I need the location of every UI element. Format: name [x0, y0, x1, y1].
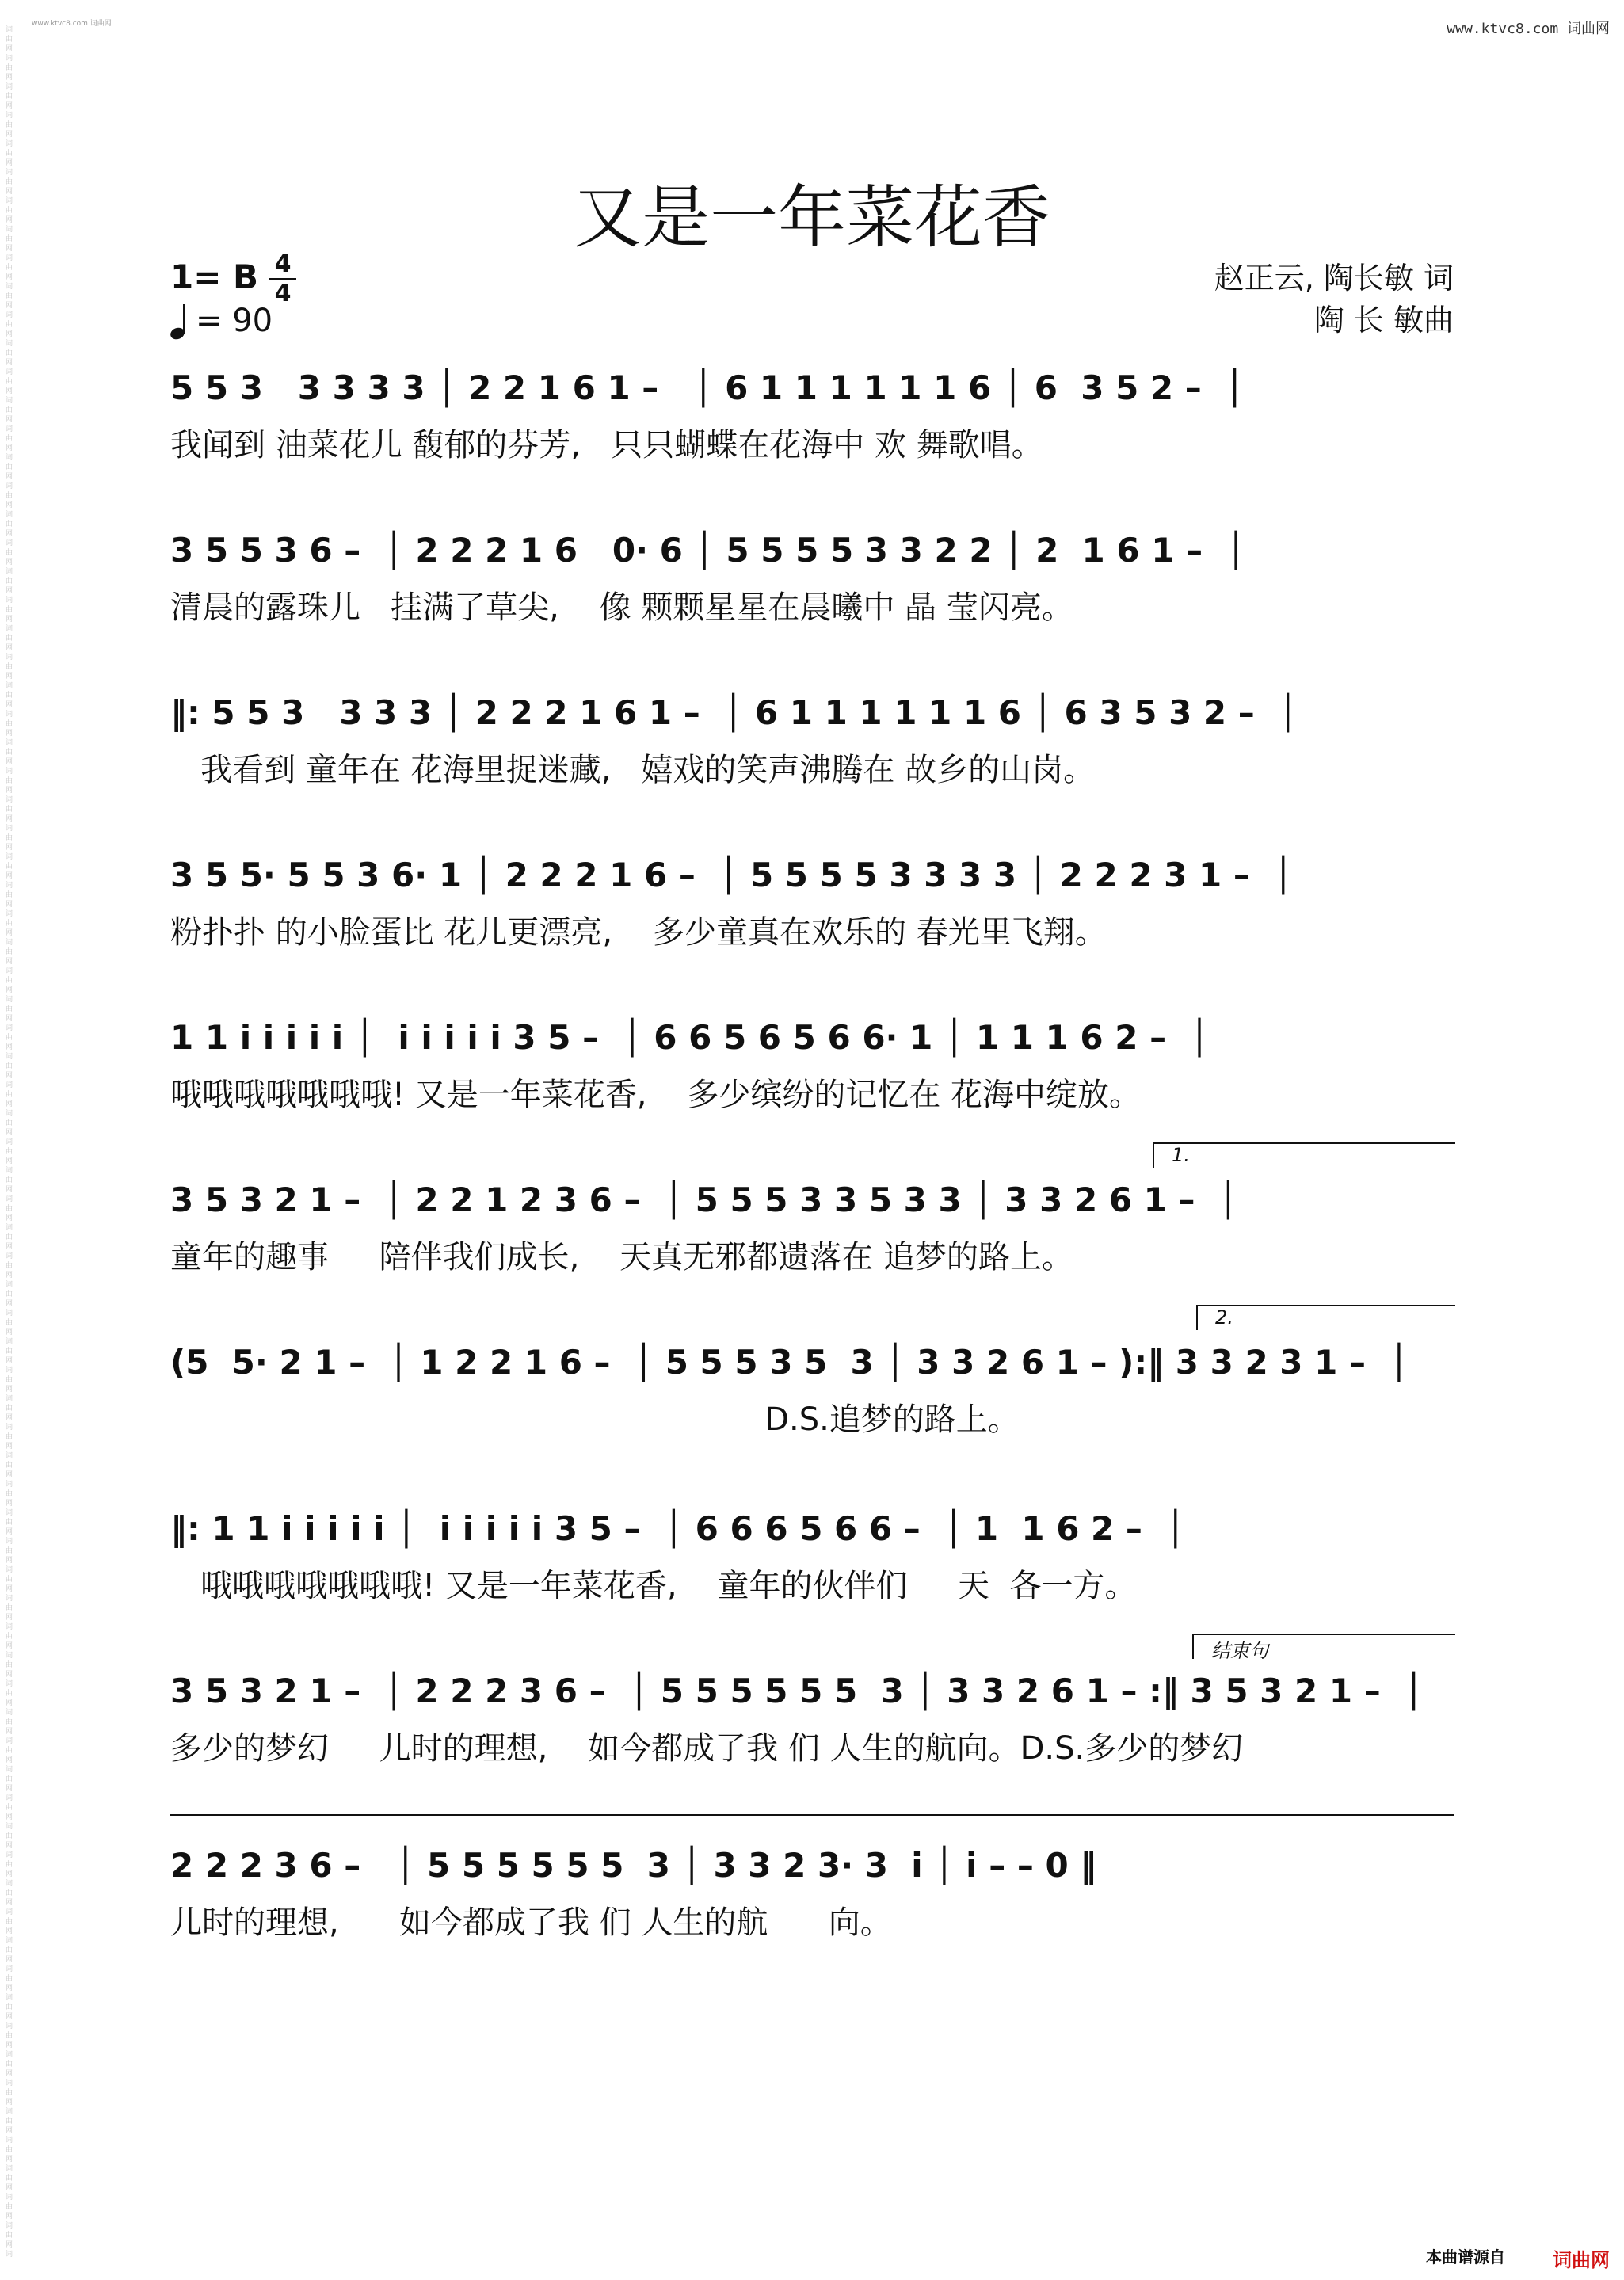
watermark-glyph: 网 — [6, 986, 13, 994]
watermark-glyph: 词 — [6, 169, 13, 177]
watermark-glyph: 网 — [6, 616, 13, 623]
watermark-glyph: 曲 — [6, 891, 13, 899]
watermark-glyph: 曲 — [6, 1861, 13, 1869]
watermark-glyph: 曲 — [6, 93, 13, 101]
watermark-glyph: 网 — [6, 2099, 13, 2107]
watermark-glyph: 网 — [6, 787, 13, 795]
watermark-glyph: 网 — [6, 1899, 13, 1907]
tempo-marking: = 90 — [196, 303, 273, 339]
watermark-glyph: 曲 — [6, 2203, 13, 2211]
watermark-glyph: 网 — [6, 758, 13, 766]
watermark-glyph: 词 — [6, 1880, 13, 1888]
lyrics-line: 我闻到 油菜花儿 馥郁的芬芳, 只只蝴蝶在花海中 欢 舞歌唱。 — [170, 427, 1043, 463]
watermark-glyph: 词 — [6, 1965, 13, 1973]
watermark-glyph: 曲 — [6, 1804, 13, 1812]
watermark-glyph: 词 — [6, 939, 13, 947]
watermark-glyph: 词 — [6, 1081, 13, 1089]
watermark-glyph: 网 — [6, 1443, 13, 1451]
watermark-glyph: 曲 — [6, 806, 13, 814]
footer-logo[interactable]: 词曲网 — [1553, 2249, 1610, 2271]
watermark-glyph: 词 — [6, 2251, 13, 2259]
watermark-glyph: 网 — [6, 188, 13, 196]
watermark-glyph: 网 — [6, 1756, 13, 1764]
watermark-glyph: 曲 — [6, 36, 13, 44]
watermark-glyph: 曲 — [6, 2061, 13, 2068]
watermark-glyph: 词 — [6, 1595, 13, 1603]
watermark-glyph: 曲 — [6, 1405, 13, 1413]
volta-bracket — [1153, 1142, 1455, 1168]
watermark-glyph: 词 — [6, 1566, 13, 1574]
watermark-glyph: 网 — [6, 1243, 13, 1251]
notation-line: 3 5 5 3 6 – │ 2 2 2 1 6 0· 6 │ 5 5 5 5 3 3 2 2 │ 2 1 6 1 – │ — [170, 531, 1246, 570]
watermark-glyph: 曲 — [6, 2175, 13, 2183]
watermark-glyph: 网 — [6, 1927, 13, 1935]
watermark-glyph: 词 — [6, 1252, 13, 1260]
watermark-glyph: 网 — [6, 2070, 13, 2078]
watermark-glyph: 网 — [6, 1329, 13, 1336]
watermark-glyph: 网 — [6, 302, 13, 310]
watermark-glyph: 网 — [6, 387, 13, 395]
watermark-glyph: 网 — [6, 815, 13, 823]
watermark-glyph: 曲 — [6, 1490, 13, 1498]
watermark-glyph: 曲 — [6, 1005, 13, 1013]
notation-line: 1 1 i i i i i │ i i i i i 3 5 – │ 6 6 5 6 5 6 6· 1 │ 1 1 1 6 2 – │ — [170, 1018, 1210, 1057]
watermark-glyph: 曲 — [6, 463, 13, 471]
watermark-glyph: 网 — [6, 501, 13, 509]
watermark-glyph: 曲 — [6, 720, 13, 728]
watermark-glyph: 词 — [6, 1623, 13, 1631]
watermark-glyph: 词 — [6, 1452, 13, 1460]
watermark-glyph: 网 — [6, 216, 13, 224]
watermark-glyph: 网 — [6, 1614, 13, 1622]
watermark-glyph: 曲 — [6, 207, 13, 215]
watermark-glyph: 网 — [6, 1129, 13, 1137]
watermark-glyph: 曲 — [6, 1576, 13, 1584]
watermark-glyph: 网 — [6, 1728, 13, 1736]
watermark-glyph: 网 — [6, 958, 13, 966]
watermark-glyph: 曲 — [6, 1291, 13, 1298]
watermark-glyph: 词 — [6, 711, 13, 719]
watermark-glyph: 网 — [6, 1471, 13, 1479]
watermark-glyph: 词 — [6, 1138, 13, 1146]
watermark-glyph: 词 — [6, 882, 13, 890]
header-tiny-text: www.ktvc8.com 词曲网 — [32, 20, 112, 28]
watermark-glyph: 网 — [6, 1386, 13, 1394]
time-signature — [269, 252, 296, 307]
watermark-glyph: 网 — [6, 844, 13, 852]
watermark-glyph: 词 — [6, 454, 13, 462]
watermark-glyph: 网 — [6, 1985, 13, 1992]
watermark-glyph: 词 — [6, 597, 13, 604]
watermark-glyph: 词 — [6, 112, 13, 120]
watermark-glyph: 网 — [6, 1272, 13, 1279]
lyricist-credit: 赵正云, 陶长敏 词 — [1214, 261, 1454, 295]
watermark-glyph: 曲 — [6, 1091, 13, 1099]
watermark-glyph: 曲 — [6, 1975, 13, 1983]
composer-credit: 陶 长 敏曲 — [1313, 303, 1454, 337]
watermark-glyph: 词 — [6, 1851, 13, 1859]
lyrics-line: 粉扑扑 的小脸蛋比 花儿更漂亮, 多少童真在欢乐的 春光里飞翔。 — [170, 914, 1107, 951]
volta-label: 1. — [1172, 1144, 1190, 1166]
watermark-glyph: 词 — [6, 1338, 13, 1346]
watermark-glyph: 网 — [6, 1528, 13, 1536]
watermark-glyph: 网 — [6, 1585, 13, 1593]
watermark-glyph: 网 — [6, 673, 13, 681]
watermark-glyph: 词 — [6, 996, 13, 1004]
watermark-glyph: 曲 — [6, 2118, 13, 2126]
watermark-glyph: 词 — [6, 26, 13, 34]
watermark-glyph: 网 — [6, 245, 13, 253]
watermark-glyph: 词 — [6, 682, 13, 690]
watermark-glyph: 词 — [6, 796, 13, 804]
watermark-glyph: 曲 — [6, 1604, 13, 1612]
watermark-glyph: 词 — [6, 1737, 13, 1745]
watermark-glyph: 曲 — [6, 1547, 13, 1555]
watermark-glyph: 曲 — [6, 264, 13, 272]
watermark-glyph: 曲 — [6, 2146, 13, 2154]
volta-bracket — [1196, 1305, 1455, 1330]
watermark-glyph: 词 — [6, 83, 13, 91]
watermark-glyph: 曲 — [6, 1718, 13, 1726]
watermark-glyph: 词 — [6, 2080, 13, 2087]
watermark-glyph: 网 — [6, 2241, 13, 2249]
watermark-glyph: 网 — [6, 1813, 13, 1821]
key-signature: 1= B — [170, 257, 259, 296]
watermark-glyph: 词 — [6, 768, 13, 776]
watermark-glyph: 曲 — [6, 492, 13, 500]
watermark-glyph: 词 — [6, 2137, 13, 2145]
watermark-glyph: 词 — [6, 368, 13, 376]
watermark-glyph: 网 — [6, 701, 13, 709]
watermark-glyph: 词 — [6, 311, 13, 319]
watermark-glyph: 曲 — [6, 1661, 13, 1669]
watermark-glyph: 网 — [6, 1699, 13, 1707]
watermark-glyph: 网 — [6, 929, 13, 937]
watermark-glyph: 网 — [6, 1072, 13, 1080]
watermark-glyph: 曲 — [6, 1433, 13, 1441]
watermark-glyph: 曲 — [6, 1062, 13, 1070]
watermark-glyph: 词 — [6, 197, 13, 205]
watermark-glyph: 词 — [6, 967, 13, 975]
watermark-glyph: 词 — [6, 1481, 13, 1489]
watermark-glyph: 曲 — [6, 2089, 13, 2097]
watermark-glyph: 词 — [6, 1424, 13, 1432]
watermark-glyph: 网 — [6, 2127, 13, 2135]
watermark-glyph: 网 — [6, 1785, 13, 1793]
watermark-glyph: 词 — [6, 511, 13, 519]
watermark-glyph: 曲 — [6, 920, 13, 928]
watermark-glyph: 网 — [6, 330, 13, 338]
watermark-glyph: 曲 — [6, 1176, 13, 1184]
watermark-glyph: 曲 — [6, 777, 13, 785]
watermark-glyph: 曲 — [6, 1348, 13, 1355]
time-signature-top: 4 — [274, 250, 292, 278]
lyrics-line: 我看到 童年在 花海里捉迷藏, 嬉戏的笑声沸腾在 故乡的山岗。 — [170, 752, 1096, 788]
watermark-glyph: 词 — [6, 1538, 13, 1546]
watermark-glyph: 曲 — [6, 1376, 13, 1384]
watermark-glyph: 曲 — [6, 2004, 13, 2011]
watermark-glyph: 网 — [6, 730, 13, 738]
watermark-glyph: 曲 — [6, 1946, 13, 1954]
watermark-glyph: 曲 — [6, 1233, 13, 1241]
lyrics-line: 多少的梦幻 儿时的理想, 如今都成了我 们 人生的航向。D.S.多少的梦幻 — [170, 1730, 1244, 1767]
watermark-glyph: 网 — [6, 1557, 13, 1565]
watermark-glyph: 网 — [6, 45, 13, 53]
lyrics-line: D.S.追梦的路上。 — [170, 1401, 1020, 1438]
watermark-glyph: 网 — [6, 1300, 13, 1308]
quarter-note-icon — [169, 303, 193, 341]
watermark-glyph: 曲 — [6, 1918, 13, 1926]
watermark-glyph: 网 — [6, 901, 13, 909]
watermark-glyph: 网 — [6, 2213, 13, 2221]
watermark-glyph: 曲 — [6, 1319, 13, 1327]
lyrics-line: 哦哦哦哦哦哦哦! 又是一年菜花香, 多少缤纷的记忆在 花海中绽放。 — [170, 1077, 1142, 1113]
watermark-glyph: 曲 — [6, 749, 13, 757]
watermark-glyph: 曲 — [6, 435, 13, 443]
watermark-glyph: 网 — [6, 1500, 13, 1508]
watermark-glyph: 网 — [6, 559, 13, 566]
watermark-glyph: 曲 — [6, 1775, 13, 1783]
watermark-glyph: 曲 — [6, 977, 13, 985]
watermark-glyph: 曲 — [6, 948, 13, 956]
watermark-glyph: 网 — [6, 1414, 13, 1422]
watermark-glyph: 曲 — [6, 1832, 13, 1840]
watermark-glyph: 曲 — [6, 692, 13, 700]
watermark-glyph: 网 — [6, 1956, 13, 1964]
watermark-glyph: 曲 — [6, 178, 13, 186]
watermark-glyph: 词 — [6, 853, 13, 861]
watermark-glyph: 词 — [6, 1281, 13, 1289]
watermark-glyph: 曲 — [6, 378, 13, 386]
watermark-glyph: 网 — [6, 1214, 13, 1222]
watermark-glyph: 词 — [6, 226, 13, 234]
watermark-glyph: 词 — [6, 425, 13, 433]
watermark-glyph: 词 — [6, 739, 13, 747]
watermark-glyph: 曲 — [6, 406, 13, 414]
watermark-glyph: 词 — [6, 1680, 13, 1688]
watermark-glyph: 网 — [6, 2042, 13, 2049]
watermark-glyph: 曲 — [6, 121, 13, 129]
watermark-glyph: 词 — [6, 1766, 13, 1774]
watermark-glyph: 曲 — [6, 150, 13, 158]
notation-line: 5 5 3 3 3 3 3 │ 2 2 1 6 1 – │ 6 1 1 1 1 1 1 6 │ 6 3 5 2 – │ — [170, 368, 1245, 407]
notation-line: 3 5 3 2 1 – │ 2 2 1 2 3 6 – │ 5 5 5 3 3 5 3 3 │ 3 3 2 6 1 – │ — [170, 1180, 1239, 1219]
watermark-glyph: 词 — [6, 1509, 13, 1517]
watermark-glyph: 曲 — [6, 834, 13, 842]
watermark-glyph: 网 — [6, 1357, 13, 1365]
watermark-glyph: 词 — [6, 482, 13, 490]
watermark-glyph: 词 — [6, 1823, 13, 1831]
volta-bracket — [1192, 1634, 1455, 1662]
watermark-glyph: 词 — [6, 910, 13, 918]
watermark-glyph: 网 — [6, 359, 13, 367]
watermark-glyph: 词 — [6, 1395, 13, 1403]
watermark-glyph: 曲 — [6, 1034, 13, 1042]
watermark-glyph: 网 — [6, 1043, 13, 1051]
watermark-glyph: 曲 — [6, 2232, 13, 2240]
watermark-glyph: 网 — [6, 1186, 13, 1194]
watermark-glyph: 词 — [6, 568, 13, 576]
watermark-glyph: 曲 — [6, 1262, 13, 1270]
watermark-glyph: 词 — [6, 254, 13, 262]
watermark-glyph: 网 — [6, 1015, 13, 1023]
song-title: 又是一年菜花香 — [574, 178, 1050, 257]
watermark-glyph: 网 — [6, 872, 13, 880]
watermark-glyph: 网 — [6, 74, 13, 82]
watermark-glyph: 词 — [6, 283, 13, 291]
watermark-glyph: 曲 — [6, 635, 13, 642]
watermark-glyph: 词 — [6, 1794, 13, 1802]
watermark-glyph: 曲 — [6, 578, 13, 585]
watermark-glyph: 词 — [6, 140, 13, 148]
watermark-glyph: 词 — [6, 654, 13, 662]
watermark-glyph: 词 — [6, 2023, 13, 2030]
watermark-glyph: 网 — [6, 1842, 13, 1850]
time-signature-bottom: 4 — [274, 280, 292, 307]
watermark-glyph: 网 — [6, 159, 13, 167]
watermark-glyph: 曲 — [6, 349, 13, 357]
watermark-glyph: 词 — [6, 1367, 13, 1374]
watermark-glyph: 曲 — [6, 1148, 13, 1156]
watermark-glyph: 词 — [6, 1024, 13, 1032]
header-site-url[interactable]: www.ktvc8.com 词曲网 — [1447, 21, 1610, 37]
watermark-glyph: 曲 — [6, 235, 13, 243]
watermark-glyph: 网 — [6, 2013, 13, 2021]
watermark-glyph: 词 — [6, 539, 13, 547]
watermark-glyph: 曲 — [6, 549, 13, 557]
lyrics-line: 清晨的露珠儿 挂满了草尖, 像 颗颗星星在晨曦中 晶 莹闪亮。 — [170, 589, 1073, 626]
notation-line: ‖: 1 1 i i i i i │ i i i i i 3 5 – │ 6 6 6 5 6 6 – │ 1 1 6 2 – │ — [170, 1509, 1186, 1548]
watermark-glyph: 网 — [6, 273, 13, 281]
watermark-glyph: 曲 — [6, 863, 13, 871]
watermark-glyph: 曲 — [6, 1519, 13, 1527]
watermark-glyph: 词 — [6, 340, 13, 348]
watermark-glyph: 词 — [6, 625, 13, 633]
watermark-glyph: 词 — [6, 1994, 13, 2002]
watermark-glyph: 网 — [6, 587, 13, 595]
watermark-glyph: 曲 — [6, 1119, 13, 1127]
watermark-glyph: 曲 — [6, 520, 13, 528]
watermark-glyph: 网 — [6, 416, 13, 424]
watermark-glyph: 曲 — [6, 2032, 13, 2040]
top-system-line — [170, 1814, 1454, 1816]
watermark-glyph: 词 — [6, 2051, 13, 2059]
lyrics-line: 童年的趣事 陪伴我们成长, 天真无邪都遗落在 追梦的路上。 — [170, 1239, 1073, 1275]
watermark-glyph: 曲 — [6, 1205, 13, 1213]
watermark-glyph: 网 — [6, 530, 13, 538]
watermark-glyph: 网 — [6, 2156, 13, 2164]
notation-line: (5 5· 2 1 – │ 1 2 2 1 6 – │ 5 5 5 3 5 3 │ 3 3 2 6 1 – ):‖ 3 3 2 3 1 – │ — [170, 1343, 1409, 1382]
watermark-glyph: 词 — [6, 1053, 13, 1061]
watermark-glyph: 词 — [6, 55, 13, 63]
notation-line: 2 2 2 3 6 – │ 5 5 5 5 5 5 3 │ 3 3 2 3· 3 i │ i – – 0 ‖ — [170, 1846, 1097, 1885]
notation-line: 3 5 3 2 1 – │ 2 2 2 3 6 – │ 5 5 5 5 5 5 3 │ 3 3 2 6 1 – :‖ 3 5 3 2 1 – │ — [170, 1672, 1424, 1710]
volta-label: 2. — [1215, 1306, 1233, 1329]
watermark-glyph: 网 — [6, 1157, 13, 1165]
watermark-glyph: 曲 — [6, 606, 13, 614]
watermark-glyph: 网 — [6, 444, 13, 452]
watermark-glyph: 词 — [6, 2165, 13, 2173]
notation-line: 3 5 5· 5 5 3 6· 1 │ 2 2 2 1 6 – │ 5 5 5 5 3 3 3 3 │ 2 2 2 3 1 – │ — [170, 856, 1294, 894]
watermark-glyph: 网 — [6, 473, 13, 481]
watermark-glyph: 曲 — [6, 321, 13, 329]
watermark-glyph: 词 — [6, 825, 13, 833]
watermark-glyph: 网 — [6, 131, 13, 139]
volta-label: 结束句 — [1211, 1640, 1268, 1662]
watermark-glyph: 词 — [6, 2108, 13, 2116]
watermark-glyph: 网 — [6, 1100, 13, 1108]
watermark-glyph: 曲 — [6, 1889, 13, 1897]
watermark-glyph: 曲 — [6, 292, 13, 300]
watermark-glyph: 曲 — [6, 663, 13, 671]
watermark-glyph: 词 — [6, 1652, 13, 1660]
watermark-glyph: 词 — [6, 1908, 13, 1916]
lyrics-line: 儿时的理想, 如今都成了我 们 人生的航 向。 — [170, 1904, 892, 1941]
watermark-glyph: 词 — [6, 1195, 13, 1203]
notation-line: ‖: 5 5 3 3 3 3 │ 2 2 2 1 6 1 – │ 6 1 1 1 1 1 1 6 │ 6 3 5 3 2 – │ — [170, 693, 1298, 732]
watermark-glyph: 词 — [6, 1937, 13, 1945]
footer-source-note: 本曲谱源自 — [1426, 2248, 1505, 2267]
watermark-glyph: 曲 — [6, 64, 13, 72]
side-watermark-strip — [3, 0, 16, 2280]
watermark-glyph: 词 — [6, 1110, 13, 1118]
watermark-glyph: 曲 — [6, 1690, 13, 1698]
watermark-glyph: 词 — [6, 1709, 13, 1717]
watermark-glyph: 词 — [6, 397, 13, 405]
watermark-glyph: 曲 — [6, 1462, 13, 1470]
watermark-glyph: 词 — [6, 2194, 13, 2202]
watermark-glyph: 网 — [6, 1642, 13, 1650]
lyrics-line: 哦哦哦哦哦哦哦! 又是一年菜花香, 童年的伙伴们 天 各一方。 — [170, 1568, 1137, 1604]
watermark-glyph: 网 — [6, 1870, 13, 1878]
watermark-glyph: 曲 — [6, 1747, 13, 1755]
watermark-glyph: 词 — [6, 1224, 13, 1232]
watermark-glyph: 曲 — [6, 1633, 13, 1641]
watermark-glyph: 网 — [6, 1671, 13, 1679]
watermark-glyph: 网 — [6, 644, 13, 652]
watermark-glyph: 词 — [6, 2222, 13, 2230]
watermark-glyph: 网 — [6, 2184, 13, 2192]
watermark-glyph: 词 — [6, 1310, 13, 1317]
watermark-glyph: 网 — [6, 102, 13, 110]
watermark-glyph: 词 — [6, 1167, 13, 1175]
